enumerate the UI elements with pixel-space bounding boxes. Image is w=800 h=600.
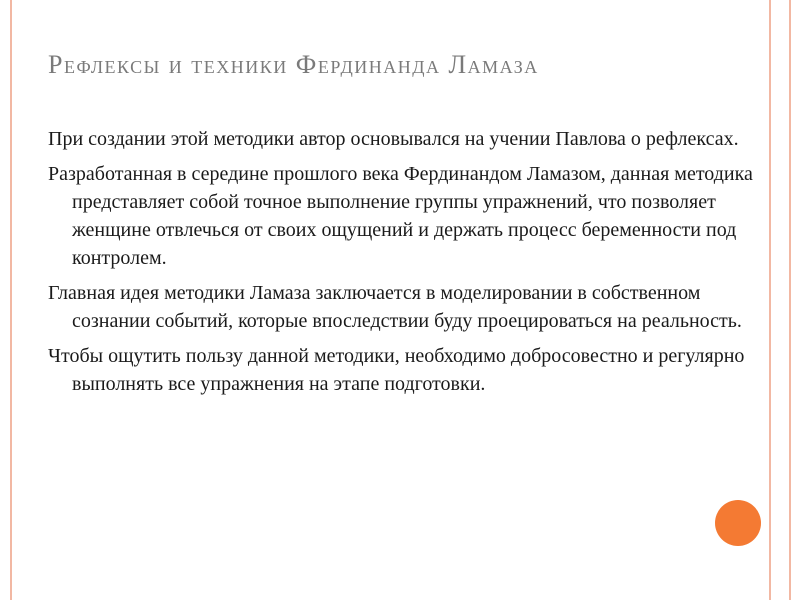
- paragraph-4: Чтобы ощутить пользу данной методики, необходимо добросовестно и регулярно выполнять все упражнения на этапе подготовки.: [48, 345, 745, 395]
- paragraph-2: Разработанная в середине прошлого века Фердинандом Ламазом, данная методика представляет собой точное выполнение группы упражнений, что позволяет женщине отвлечься от своих ощущений и держать процесс беременности под контролем.: [48, 163, 753, 269]
- right-outer-border-line: [789, 0, 791, 600]
- paragraph-3: Главная идея методики Ламаза заключается в моделировании в собственном сознании событий, которые впоследствии буду проецироваться на реальность.: [48, 282, 742, 332]
- paragraph-1: При создании этой методики автор основывался на учении Павлова о рефлексах.: [48, 128, 739, 150]
- decorative-circle: [715, 500, 761, 546]
- left-border-line: [10, 0, 12, 600]
- body-text-list: [48, 125, 753, 405]
- right-inner-border-line: [769, 0, 771, 600]
- slide-title: Рефлексы и техники Фердинанда Ламаза: [48, 50, 539, 79]
